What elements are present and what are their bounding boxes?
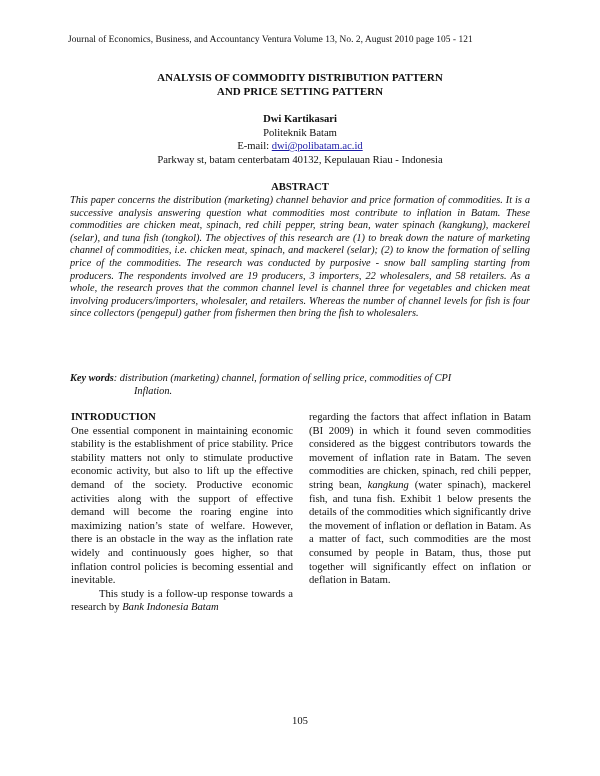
keywords-text: : distribution (marketing) channel, formation of selling price, commodities of CPI	[113, 373, 452, 384]
introduction-heading: INTRODUCTION	[71, 412, 156, 423]
keywords-text-continued: Inflation.	[134, 386, 173, 397]
paper-title-line-1: ANALYSIS OF COMMODITY DISTRIBUTION PATTERN	[157, 72, 443, 84]
author-name: Dwi Kartikasari	[263, 114, 337, 125]
author-address: Parkway st, batam centerbatam 40132, Kepulauan Riau - Indonesia	[157, 154, 443, 166]
abstract-text: This paper concerns the distribution (marketing) channel behavior and price formation of commodities. It is a successive analysis answering question what commodities most contribute to inflation in Batam. These commodities are chicken meat, spinach, red chili pepper, string bean, water spinach (kangkung), mackerel (selar), and tuna fish (tongkol). The objectives of this research are (1) to break down the nature of marketing channel of commodities, i.e. chicken meat, spinach, and mackerel (selar); (2) to know the formation of selling price of the commodities. The research was conducted by purposive - snow ball sampling starting from producers. The respondents involved are 19 producers, 3 importers, 22 wholesalers, and 58 retailers. As a whole, the research proves that the common channel level is channel three for vegetables and chicken meat involving producers/importers, wholesaler, and retailers. Whereas the number of channel levels for fish is four since collectors (pengepul) gather from fishermen then bring the fish to wholesalers.	[70, 195, 530, 320]
intro-paragraph-2-text: This study is a follow-up response towards a research by	[71, 588, 293, 614]
intro-paragraph-1: One essential component in maintaining economic stability is the establishment of price stability. Price stability matters not only to stimulate productive economic activity, but also to lift up the effective demand of the society. Productive economic activities along with the support of effective demand will become the roaring engine into maximizing nation’s state of welfare. However, there is an obstacle in the way as the inflation rate widely and continuously goes higher, so that inflation control policies is becoming essential and inevitable.	[71, 425, 293, 587]
abstract-heading: ABSTRACT	[271, 182, 329, 193]
right-text-part-1: regarding the factors that affect inflation in Batam (BI 2009) in which it found seven commodities considered as the biggest contributors towards the movement of inflation rate in Batam. The seven commodities are chicken, spinach, red chili pepper, string bean,	[309, 412, 531, 491]
left-column	[71, 411, 293, 615]
keywords	[70, 372, 530, 398]
author-email-line	[70, 140, 530, 154]
intro-paragraph-2	[71, 588, 293, 615]
right-column	[309, 411, 531, 588]
email-label: E-mail:	[237, 141, 272, 152]
intro-paragraph-2-italic: Bank Indonesia Batam	[122, 602, 219, 614]
intro-paragraph-continued	[309, 411, 531, 588]
right-text-part-2: (water spinach), mackerel fish, and tuna fish. Exhibit 1 below presents the details of the commodities which significantly drive the movement of inflation or deflation in Batam. As a matter of fact, such commodities are the most consumed by people in Batam, thus, those put together will significantly effect on inflation or deflation in Batam.	[309, 479, 531, 587]
keywords-label: Key words	[70, 373, 114, 384]
running-header: Journal of Economics, Business, and Accountancy Ventura Volume 13, No. 2, August 2010 page 105 - 121	[68, 35, 473, 45]
author-institution: Politeknik Batam	[263, 127, 337, 139]
paper-title-line-2: AND PRICE SETTING PATTERN	[216, 86, 384, 98]
right-text-italic: kangkung	[367, 479, 409, 491]
email-link[interactable]: dwi@polibatam.ac.id	[271, 141, 363, 152]
author-block	[70, 113, 530, 167]
page-number: 105	[292, 716, 308, 727]
